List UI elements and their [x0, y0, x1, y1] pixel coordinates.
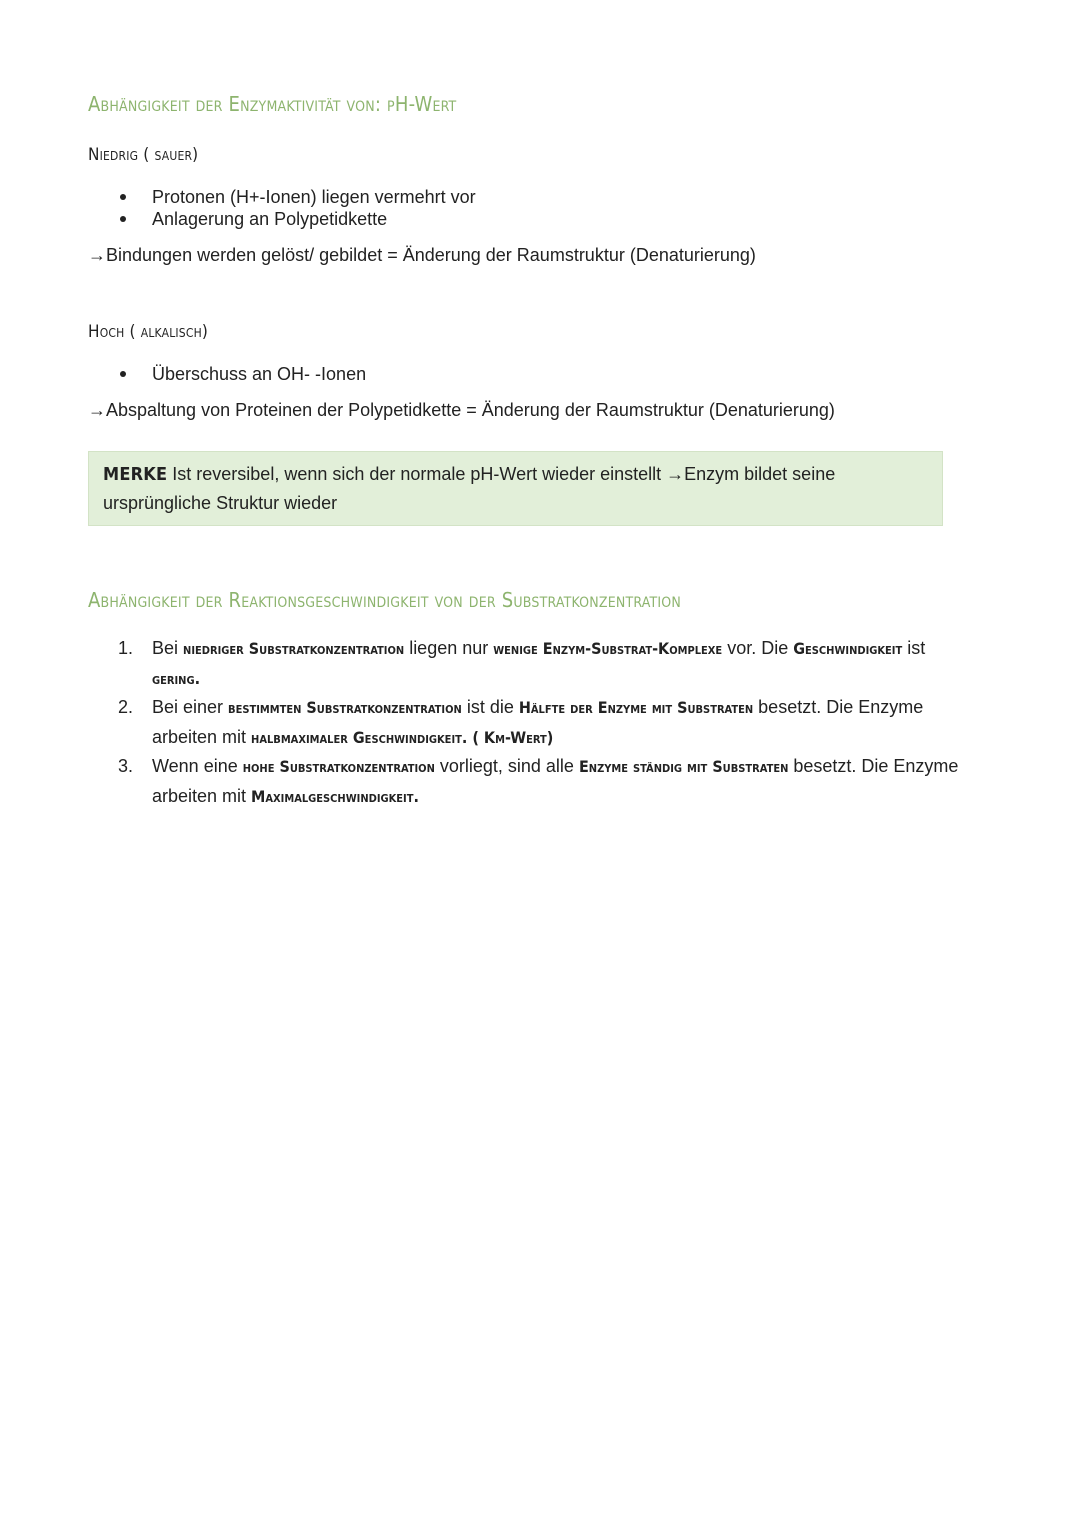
merke-box: [88, 451, 943, 526]
list-item: [118, 186, 476, 208]
list-item: [118, 752, 968, 811]
merke-text: Ist reversibel, wenn sich der normale pH-Wert wieder einstellt →Enzym bildet seine ursprüngliche Struktur wieder: [103, 464, 836, 513]
body-text: liegen nur: [404, 638, 494, 658]
keyword-text: niedriger Substratkonzentration: [183, 639, 405, 658]
bullet-list-niedrig: [118, 186, 476, 230]
keyword-text: Hälfte der Enzyme mit Substraten: [518, 698, 754, 717]
keyword-text: Maximalgeschwindigkeit.: [251, 786, 419, 806]
bullet-dot-icon: [120, 194, 126, 200]
bullet-text: Protonen (H+-Ionen) liegen vermehrt vor: [152, 187, 476, 207]
list-item: [118, 208, 476, 230]
numbered-list-substrat: [118, 634, 968, 811]
body-text: ist die: [461, 697, 519, 717]
keyword-text: Enzyme ständig mit Substraten: [578, 757, 789, 776]
merke-label: MERKE: [103, 464, 168, 485]
body-text: Bei: [152, 638, 184, 658]
body-text: vor. Die: [722, 638, 794, 658]
keyword-text: halbmaximaler Geschwindigkeit. ( Km-Wert): [251, 727, 554, 747]
conclusion-hoch: →Abspaltung von Proteinen der Polypetidkette = Änderung der Raumstruktur (Denaturierung): [88, 400, 835, 420]
list-number: 1.: [118, 638, 134, 658]
body-text: ist: [902, 638, 926, 658]
body-text: vorliegt, sind alle: [434, 756, 579, 776]
keyword-text: Geschwindigkeit: [793, 639, 903, 658]
bullet-text: Anlagerung an Polypetidkette: [152, 209, 388, 229]
body-text: besetzt. Die Enzyme arbeiten mit: [152, 756, 959, 806]
keyword-text: wenige Enzym-Substrat-Komplexe: [493, 639, 723, 658]
body-text: besetzt. Die Enzyme arbeiten mit: [152, 697, 924, 747]
body-text: Bei einer: [152, 697, 229, 717]
keyword-text: gering.: [152, 668, 201, 688]
keyword-text: bestimmten Substratkonzentration: [228, 698, 462, 717]
bullet-dot-icon: [120, 371, 126, 377]
section-heading-substrat: Abhängigkeit der Reaktionsgeschwindigkeit von der Substratkonzentration: [88, 588, 682, 612]
section-heading-ph: Abhängigkeit der Enzymaktivität von: pH-Wert: [88, 92, 457, 116]
list-number: 2.: [118, 697, 134, 717]
list-number: 3.: [118, 756, 134, 776]
conclusion-niedrig: →Bindungen werden gelöst/ gebildet = Änderung der Raumstruktur (Denaturierung): [88, 245, 756, 265]
list-item: [118, 634, 968, 693]
subheading-hoch: Hoch ( alkalisch): [88, 322, 209, 342]
bullet-dot-icon: [120, 216, 126, 222]
subheading-niedrig: Niedrig ( sauer): [88, 145, 199, 165]
bullet-text: Überschuss an OH- -Ionen: [152, 364, 367, 384]
bullet-list-hoch: [118, 363, 366, 385]
list-item: [118, 363, 366, 385]
keyword-text: hohe Substratkonzentration: [242, 757, 435, 776]
body-text: Wenn eine: [152, 756, 243, 776]
list-item: [118, 693, 968, 752]
